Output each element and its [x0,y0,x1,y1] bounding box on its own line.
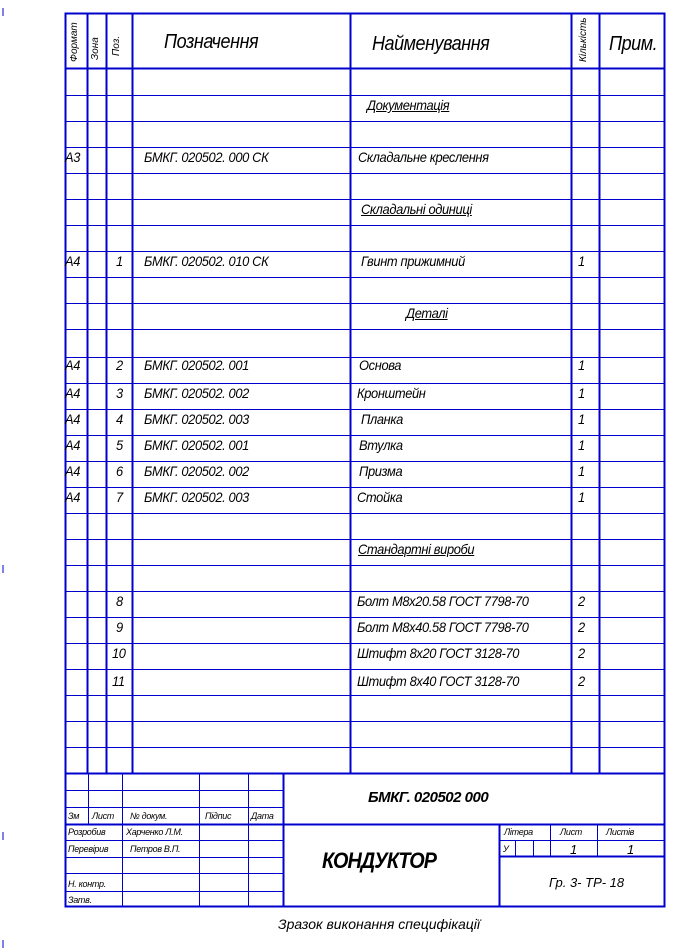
row-pos: 8 [116,593,123,609]
row-name: Гвинт прижимний [361,253,465,269]
sheet-label: Лист [560,827,582,837]
col-sign: Підпис [205,811,232,821]
row-name: Болт М8х20.58 ГОСТ 7798-70 [357,593,529,609]
col-date: Дата [251,811,274,821]
row-qty: 1 [578,437,585,453]
row-format: А4 [65,385,81,401]
row-format: А4 [65,463,81,479]
row-pos: 11 [112,673,125,689]
row-name: Деталі [406,305,448,321]
row-qty: 1 [578,489,585,505]
row-name: Болт М8х40.58 ГОСТ 7798-70 [357,619,529,635]
row-qty: 2 [578,619,585,635]
row-name: Планка [361,411,403,427]
row-qty: 1 [578,385,585,401]
row-qty: 2 [578,673,585,689]
doc-title: КОНДУКТОР [322,848,437,873]
row-qty: 1 [578,411,585,427]
developed-name: Харченко Л.М. [126,827,183,837]
row-pos: 6 [116,463,123,479]
row-pos: 5 [116,437,123,453]
litera-value: У [503,844,509,854]
checked-label: Перевірив [68,844,109,854]
row-format: А4 [65,437,81,453]
row-pos: 4 [116,411,123,427]
litera-label: Літера [504,827,533,837]
row-pos: 7 [116,489,123,505]
col-doc: № докум. [130,811,168,821]
row-designation: БМКГ. 020502. 003 [144,411,249,427]
col-list: Лист [92,811,114,821]
checked-name: Петров В.П. [130,844,181,854]
developed-label: Розробив [68,827,106,837]
sheet-value: 1 [570,842,578,857]
row-name: Складальне креслення [358,149,489,165]
ncontrol-label: Н. контр. [68,879,106,889]
row-qty: 2 [578,645,585,661]
row-designation: БМКГ. 020502. 003 [144,489,249,505]
page-caption: Зразок виконання специфікації [278,916,480,932]
row-pos: 9 [116,619,123,635]
row-qty: 1 [578,463,585,479]
row-name: Документація [367,97,450,113]
row-pos: 3 [116,385,123,401]
row-name: Втулка [359,437,403,453]
row-format: А4 [65,411,81,427]
row-name: Штифт 8х20 ГОСТ 3128-70 [357,645,520,661]
row-format: А4 [65,489,81,505]
row-format: А3 [65,149,81,165]
row-format: А4 [65,357,81,373]
row-qty: 1 [578,357,585,373]
header-format: Формат [69,22,80,62]
row-designation: БМКГ. 020502. 002 [144,385,249,401]
row-pos: 1 [116,253,123,269]
col-zm: Зм [68,811,80,821]
row-qty: 1 [578,253,585,269]
row-name: Складальні одиниці [361,201,472,217]
header-designation: Позначення [164,31,259,53]
sheets-label: Листів [606,827,635,837]
row-designation: БМКГ. 020502. 010 СК [144,253,269,269]
row-designation: БМКГ. 020502. 000 СК [144,149,269,165]
row-name: Штифт 8х40 ГОСТ 3128-70 [357,673,520,689]
row-name: Кронштейн [357,385,426,401]
row-pos: 10 [112,645,126,661]
header-name: Найменування [372,33,490,55]
row-designation: БМКГ. 020502. 002 [144,463,249,479]
group-code: Гр. 3- ТР- 18 [549,875,625,890]
row-name: Призма [359,463,403,479]
approved-label: Затв. [68,895,92,905]
header-qty: Кількість [578,17,589,62]
sheets-value: 1 [627,842,635,857]
row-designation: БМКГ. 020502. 001 [144,437,249,453]
row-name: Стандартні вироби [358,541,475,557]
row-pos: 2 [116,357,123,373]
row-name: Основа [359,357,402,373]
header-zone: Зона [90,37,101,60]
header-pos: Поз. [111,35,122,56]
doc-code: БМКГ. 020502 000 [368,789,489,806]
header-note: Прим. [609,33,658,55]
row-name: Стойка [357,489,403,505]
row-designation: БМКГ. 020502. 001 [144,357,249,373]
row-qty: 2 [578,593,585,609]
row-format: А4 [65,253,81,269]
